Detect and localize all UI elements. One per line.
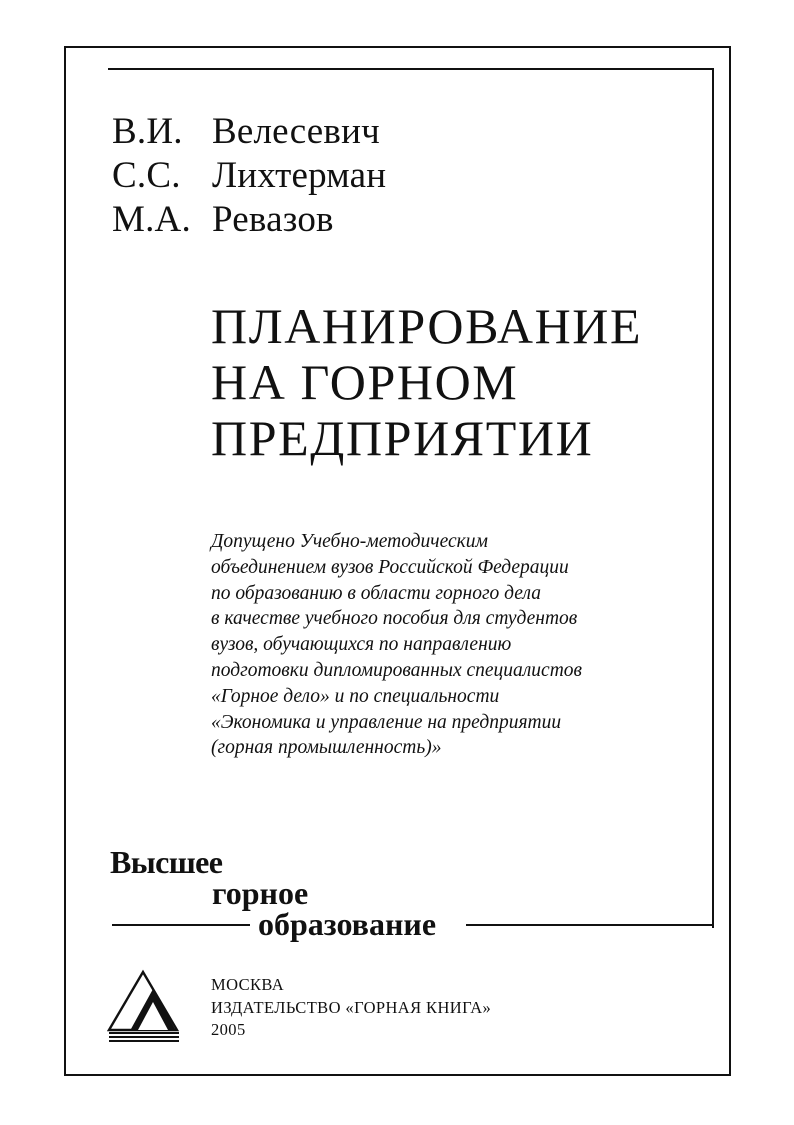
author-1: [112, 110, 386, 154]
inner-frame-top-rule: [108, 68, 714, 70]
author-surname: Велесевич: [212, 111, 380, 152]
author-initials: М.А.: [112, 199, 191, 240]
title-line: ПЛАНИРОВАНИЕ: [211, 298, 643, 354]
approval-line: «Экономика и управление на предприятии: [211, 711, 562, 733]
series-rule-left: [112, 924, 250, 926]
title-line: НА ГОРНОМ: [211, 354, 519, 410]
series-line-3: образование: [258, 906, 437, 942]
series-line-1: Высшее: [110, 844, 223, 880]
publisher-city: МОСКВА: [211, 975, 285, 994]
author-surname: Лихтерман: [212, 155, 387, 196]
approval-statement: [211, 529, 691, 761]
book-title: [211, 298, 691, 466]
series-rule-right: [466, 924, 714, 926]
approval-line: вузов, обучающихся по направлению: [211, 634, 512, 656]
inner-frame-right-rule: [712, 68, 714, 928]
publisher-name: ИЗДАТЕЛЬСТВО «ГОРНАЯ КНИГА»: [211, 997, 492, 1017]
approval-line: Допущено Учебно-методическим: [211, 531, 488, 552]
author-initials: В.И.: [112, 111, 183, 152]
approval-line: в качестве учебного пособия для студентов: [211, 608, 578, 630]
author-initials: С.С.: [112, 155, 181, 196]
publication-year: 2005: [211, 1020, 246, 1039]
series-line-2: горное: [212, 875, 309, 911]
publisher-block: [211, 974, 491, 1042]
mountain-triangle-logo-icon: [107, 964, 185, 1044]
authors-block: [112, 110, 386, 242]
author-surname: Ревазов: [212, 199, 334, 240]
title-line: ПРЕДПРИЯТИИ: [211, 410, 594, 466]
approval-line: (горная промышленность)»: [211, 737, 442, 759]
approval-line: по образованию в области горного дела: [211, 582, 541, 604]
approval-line: «Горное дело» и по специальности: [211, 685, 500, 707]
author-3: [112, 198, 386, 242]
author-2: [112, 154, 386, 198]
approval-line: подготовки дипломированных специалистов: [211, 659, 582, 681]
approval-line: объединением вузов Российской Федерации: [211, 556, 569, 578]
